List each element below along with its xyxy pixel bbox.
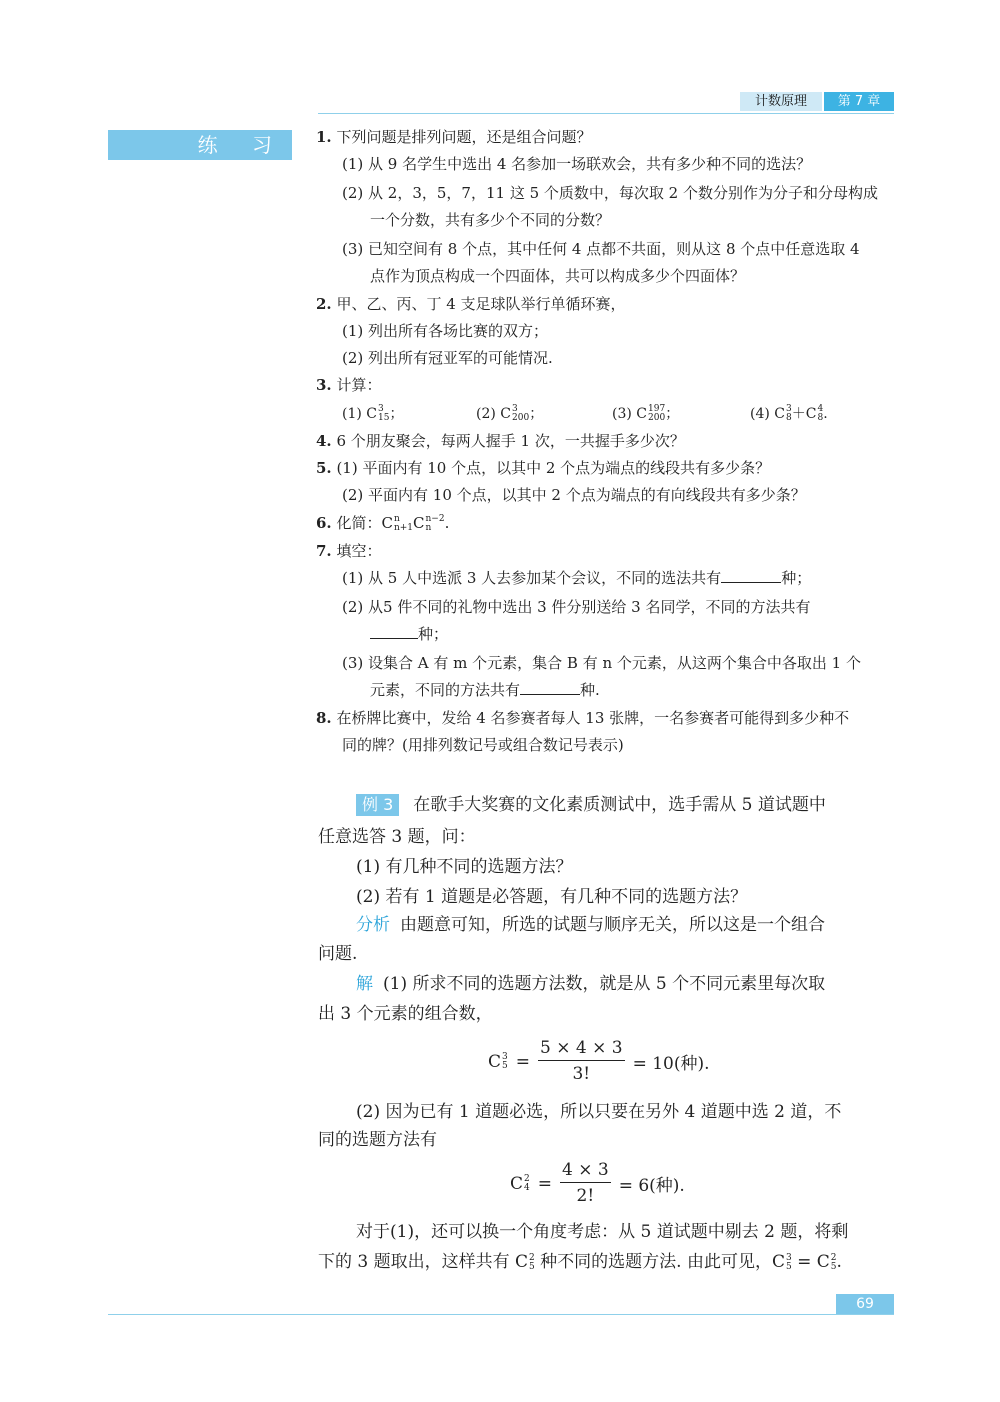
analysis-line-1: 分析 由题意可知，所选的试题与顺序无关，所以这是一个组合 [356,915,825,935]
exercise-7-part-1: (1) 从 5 人中选派 3 人去参加某个会议，不同的选法共有 种； [342,569,812,587]
exercise-text: 6 个朋友聚会，每两人握手 1 次，一共握手多少次？ [336,432,685,450]
exercise-1-part-3-cont: 点作为顶点构成一个四面体，共可以构成多少个四面体？ [370,267,746,285]
exercise-4 [316,428,685,455]
example-heading: 例 3 在歌手大奖赛的文化素质测试中，选手需从 5 道试题中 [356,791,826,820]
exercise-1-part-2: (2) 从 2，3，5，7，11 这 5 个质数中，每次取 2 个数分别作为分子和分母构成 [342,184,878,202]
exercise-text: 计算： [336,376,382,394]
exercise-1-part-2-cont: 一个分数，共有多少个不同的分数？ [370,211,611,229]
exercise-text: 下列问题是排列问题，还是组合问题？ [336,128,592,146]
solution-line-1: 解 (1) 所求不同的选题方法数，就是从 5 个不同元素里每次取 [356,974,826,994]
solution-part-2-line-2: 同的选题方法有 [318,1130,437,1150]
section-label-practice: 练 习 [108,130,292,160]
exercise-1-part-3: (3) 已知空间有 8 个点，其中任何 4 点都不共面，则从这 8 个点中任意选取 4 [342,240,860,258]
exercise-7-part-2: (2) 从5 件不同的礼物中选出 3 件分别送给 3 名同学，不同的方法共有 [342,598,811,616]
exercise-6: 6. 化简：C n n+1 C n−2 n . [316,514,450,533]
exercise-number: 4. [316,432,332,450]
remark-line-1: 对于(1)，还可以换一个角度考虑：从 5 道试题中剔去 2 题，将剩 [356,1222,849,1242]
fill-blank[interactable] [370,624,418,639]
exercise-number: 5. [316,459,332,477]
example-question-2: (2) 若有 1 道题是必答题，有几种不同的选题方法？ [356,887,748,907]
exercise-text: 在桥牌比赛中，发给 4 名参赛者每人 13 张牌，一名参赛者可能得到多少种不 [336,709,850,727]
solution-label: 解 [356,974,373,994]
exercise-text: 甲、乙、丙、丁 4 支足球队举行单循环赛， [336,295,626,313]
formula-c-5-3: C 3 5 = $\frac{5 \times 4 \times 3}{3!}$ = 10(种). [488,1038,710,1084]
solution-line-2: 出 3 个元素的组合数， [318,1004,493,1024]
exercise-number: 8. [316,709,332,727]
exercise-1 [316,124,591,151]
example-question-1: (1) 有几种不同的选题方法？ [356,857,573,877]
formula-c-4-2: C 2 4 = $\frac{4 \times 3}{2!}$ = 6(种). [510,1160,685,1206]
exercise-2 [316,291,626,318]
calc-item-3: (3) C 197 200 ； [612,404,680,423]
exercise-1-part-1: (1) 从 9 名学生中选出 4 名参加一场联欢会，共有多少种不同的选法？ [342,155,812,173]
exercise-8-cont: 同的牌？(用排列数记号或组合数记号表示) [342,736,624,754]
page-number: 69 [836,1294,894,1315]
exercise-2-part-2: (2) 列出所有冠亚军的可能情况. [342,349,553,367]
remark-line-2: 下的 3 题取出，这样共有 C 2 5 种不同的选题方法. 由此可见，C 3 5 = C 2 5 . [318,1252,842,1272]
exercise-7-part-2-cont: 种； [370,621,448,648]
exercise-number: 1. [316,128,332,146]
calc-item-1: (1) C 3 15 ； [342,404,404,423]
exercise-number: 2. [316,295,332,313]
exercise-5-part-2: (2) 平面内有 10 个点，以其中 2 个点为端点的有向线段共有多少条？ [342,486,806,504]
fill-blank[interactable] [721,568,781,583]
calc-item-4: (4) C 3 8 ＋C 4 8 . [750,404,828,423]
example-badge: 例 3 [356,794,399,816]
example-line-2: 任意选答 3 题，问： [318,827,476,847]
exercise-2-part-1: (1) 列出所有各场比赛的双方； [342,322,549,340]
analysis-line-2: 问题. [318,944,358,964]
calc-item-2: (2) C 3 200 ； [476,404,544,423]
header-divider [318,113,894,114]
exercise-5 [316,455,770,482]
exercise-7-part-3-cont: 元素，不同的方法共有 种. [370,681,600,699]
exercise-5-part-1: (1) 平面内有 10 个点，以其中 2 个点为端点的线段共有多少条？ [336,459,771,477]
exercise-7 [316,538,381,565]
exercise-number: 7. [316,542,332,560]
chapter-subject-tag: 计数原理 [740,92,822,111]
solution-part-2-line-1: (2) 因为已有 1 道题必选，所以只要在另外 4 道题中选 2 道，不 [356,1102,842,1122]
exercise-7-part-3: (3) 设集合 A 有 m 个元素，集合 B 有 n 个元素，从这两个集合中各取出 1 个 [342,654,861,672]
exercise-number: 3. [316,376,332,394]
exercise-text: 填空： [336,542,382,560]
exercise-3 [316,372,381,399]
fill-blank[interactable] [520,680,580,695]
footer-divider [108,1314,894,1315]
exercise-number: 6. [316,514,332,532]
chapter-number-tag: 第 7 章 [824,92,894,111]
analysis-label: 分析 [356,915,390,935]
exercise-8 [316,705,849,732]
